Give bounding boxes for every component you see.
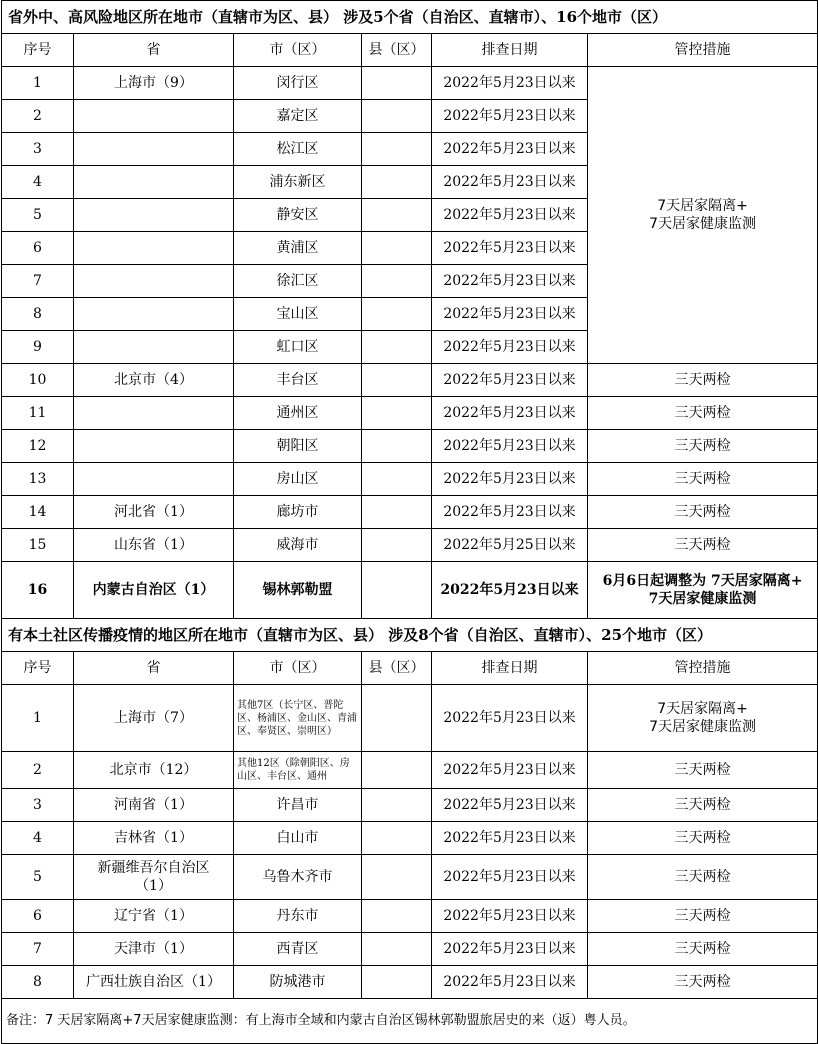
risk-area-table <box>1 0 818 1044</box>
city-cell: 房山区 <box>234 463 362 496</box>
city-cell: 闵行区 <box>234 67 362 100</box>
row-number: 15 <box>2 529 74 562</box>
table-row <box>2 752 818 789</box>
date-cell: 2022年5月23日以来 <box>432 752 588 789</box>
date-cell: 2022年5月23日以来 <box>432 463 588 496</box>
county-cell <box>362 789 432 822</box>
date-cell: 2022年5月23日以来 <box>432 100 588 133</box>
county-cell <box>362 265 432 298</box>
measure-cell: 三天两检 <box>588 430 818 463</box>
county-cell <box>362 562 432 619</box>
column-header: 排查日期 <box>432 652 588 685</box>
measure-cell: 三天两检 <box>588 496 818 529</box>
date-cell: 2022年5月23日以来 <box>432 430 588 463</box>
table-row <box>2 789 818 822</box>
date-cell: 2022年5月25日以来 <box>432 529 588 562</box>
row-number: 8 <box>2 298 74 331</box>
section2-header-row <box>2 652 818 685</box>
column-header: 省 <box>74 652 234 685</box>
city-cell: 白山市 <box>234 822 362 855</box>
date-cell: 2022年5月23日以来 <box>432 298 588 331</box>
province-cell: 山东省（1） <box>74 529 234 562</box>
table-row <box>2 463 818 496</box>
measure-cell: 三天两检 <box>588 900 818 933</box>
measure-cell: 三天两检 <box>588 397 818 430</box>
table-row <box>2 430 818 463</box>
province-cell <box>74 232 234 265</box>
table-row <box>2 966 818 999</box>
county-cell <box>362 232 432 265</box>
city-cell: 丰台区 <box>234 364 362 397</box>
row-number: 6 <box>2 232 74 265</box>
measure-cell: 6月6日起调整为 7天居家隔离+ 7天居家健康监测 <box>588 562 818 619</box>
county-cell <box>362 430 432 463</box>
county-cell <box>362 966 432 999</box>
row-number: 4 <box>2 822 74 855</box>
measure-cell: 三天两检 <box>588 966 818 999</box>
date-cell: 2022年5月23日以来 <box>432 822 588 855</box>
city-cell: 松江区 <box>234 133 362 166</box>
table-row <box>2 529 818 562</box>
date-cell: 2022年5月23日以来 <box>432 789 588 822</box>
row-number: 7 <box>2 933 74 966</box>
column-header: 序号 <box>2 34 74 67</box>
county-cell <box>362 855 432 900</box>
county-cell <box>362 752 432 789</box>
city-cell: 虹口区 <box>234 331 362 364</box>
table-row <box>2 933 818 966</box>
county-cell <box>362 298 432 331</box>
column-header: 省 <box>74 34 234 67</box>
province-cell <box>74 265 234 298</box>
date-cell: 2022年5月23日以来 <box>432 133 588 166</box>
row-number: 2 <box>2 752 74 789</box>
table-row <box>2 900 818 933</box>
county-cell <box>362 397 432 430</box>
date-cell: 2022年5月23日以来 <box>432 496 588 529</box>
row-number: 16 <box>2 562 74 619</box>
column-header: 县（区） <box>362 34 432 67</box>
date-cell: 2022年5月23日以来 <box>432 562 588 619</box>
section1-title-row <box>2 1 818 34</box>
city-cell: 嘉定区 <box>234 100 362 133</box>
city-cell: 防城港市 <box>234 966 362 999</box>
table-row <box>2 67 818 100</box>
row-number: 10 <box>2 364 74 397</box>
province-cell <box>74 331 234 364</box>
province-cell <box>74 298 234 331</box>
row-number: 9 <box>2 331 74 364</box>
table-row <box>2 562 818 619</box>
table-row <box>2 685 818 752</box>
province-cell <box>74 166 234 199</box>
measure-cell: 7天居家隔离+ 7天居家健康监测 <box>588 67 818 364</box>
date-cell: 2022年5月23日以来 <box>432 397 588 430</box>
county-cell <box>362 331 432 364</box>
row-number: 3 <box>2 133 74 166</box>
province-cell: 广西壮族自治区（1） <box>74 966 234 999</box>
city-cell: 威海市 <box>234 529 362 562</box>
row-number: 4 <box>2 166 74 199</box>
section2-title-row <box>2 619 818 652</box>
date-cell: 2022年5月23日以来 <box>432 933 588 966</box>
province-cell: 吉林省（1） <box>74 822 234 855</box>
city-cell: 朝阳区 <box>234 430 362 463</box>
province-cell: 北京市（12） <box>74 752 234 789</box>
city-cell: 其他12区（除朝阳区、房山区、丰台区、通州 <box>234 752 362 789</box>
measure-cell: 三天两检 <box>588 822 818 855</box>
date-cell: 2022年5月23日以来 <box>432 232 588 265</box>
table-row <box>2 855 818 900</box>
city-cell: 西青区 <box>234 933 362 966</box>
row-number: 12 <box>2 430 74 463</box>
date-cell: 2022年5月23日以来 <box>432 966 588 999</box>
section1-title: 省外中、高风险地区所在地市（直辖市为区、县） 涉及5个省（自治区、直辖市）、16个地市（区） <box>2 1 818 34</box>
city-cell: 徐汇区 <box>234 265 362 298</box>
city-cell: 许昌市 <box>234 789 362 822</box>
county-cell <box>362 133 432 166</box>
city-cell: 廊坊市 <box>234 496 362 529</box>
date-cell: 2022年5月23日以来 <box>432 67 588 100</box>
row-number: 5 <box>2 855 74 900</box>
county-cell <box>362 100 432 133</box>
province-cell: 上海市（7） <box>74 685 234 752</box>
column-header: 市（区） <box>234 652 362 685</box>
row-number: 5 <box>2 199 74 232</box>
column-header: 序号 <box>2 652 74 685</box>
province-cell: 河南省（1） <box>74 789 234 822</box>
province-cell: 内蒙古自治区（1） <box>74 562 234 619</box>
city-cell: 浦东新区 <box>234 166 362 199</box>
measure-cell: 7天居家隔离+ 7天居家健康监测 <box>588 685 818 752</box>
row-number: 8 <box>2 966 74 999</box>
county-cell <box>362 166 432 199</box>
row-number: 14 <box>2 496 74 529</box>
footnote: 备注：7 天居家隔离+7天居家健康监测：有上海市全域和内蒙古自治区锡林郭勒盟旅居史的来（返）粤人员。 <box>2 999 818 1044</box>
county-cell <box>362 496 432 529</box>
date-cell: 2022年5月23日以来 <box>432 166 588 199</box>
row-number: 1 <box>2 685 74 752</box>
province-cell: 上海市（9） <box>74 67 234 100</box>
province-cell: 河北省（1） <box>74 496 234 529</box>
measure-cell: 三天两检 <box>588 855 818 900</box>
table-row <box>2 822 818 855</box>
section1-header-row <box>2 34 818 67</box>
province-cell <box>74 463 234 496</box>
province-cell <box>74 133 234 166</box>
row-number: 2 <box>2 100 74 133</box>
province-cell <box>74 100 234 133</box>
row-number: 1 <box>2 67 74 100</box>
measure-cell: 三天两检 <box>588 789 818 822</box>
province-cell <box>74 199 234 232</box>
province-cell <box>74 397 234 430</box>
county-cell <box>362 199 432 232</box>
city-cell: 锡林郭勒盟 <box>234 562 362 619</box>
column-header: 管控措施 <box>588 652 818 685</box>
date-cell: 2022年5月23日以来 <box>432 265 588 298</box>
row-number: 7 <box>2 265 74 298</box>
date-cell: 2022年5月23日以来 <box>432 199 588 232</box>
column-header: 县（区） <box>362 652 432 685</box>
province-cell: 辽宁省（1） <box>74 900 234 933</box>
measure-cell: 三天两检 <box>588 364 818 397</box>
county-cell <box>362 364 432 397</box>
measure-cell: 三天两检 <box>588 933 818 966</box>
county-cell <box>362 822 432 855</box>
row-number: 3 <box>2 789 74 822</box>
column-header: 市（区） <box>234 34 362 67</box>
measure-cell: 三天两检 <box>588 529 818 562</box>
column-header: 管控措施 <box>588 34 818 67</box>
date-cell: 2022年5月23日以来 <box>432 900 588 933</box>
measure-cell: 三天两检 <box>588 463 818 496</box>
province-cell: 天津市（1） <box>74 933 234 966</box>
county-cell <box>362 933 432 966</box>
city-cell: 丹东市 <box>234 900 362 933</box>
date-cell: 2022年5月23日以来 <box>432 855 588 900</box>
county-cell <box>362 685 432 752</box>
province-cell: 新疆维吾尔自治区 （1） <box>74 855 234 900</box>
county-cell <box>362 463 432 496</box>
table-row <box>2 496 818 529</box>
date-cell: 2022年5月23日以来 <box>432 364 588 397</box>
city-cell: 宝山区 <box>234 298 362 331</box>
city-cell: 通州区 <box>234 397 362 430</box>
city-cell: 静安区 <box>234 199 362 232</box>
table-row <box>2 397 818 430</box>
column-header: 排查日期 <box>432 34 588 67</box>
county-cell <box>362 529 432 562</box>
province-cell: 北京市（4） <box>74 364 234 397</box>
row-number: 6 <box>2 900 74 933</box>
city-cell: 黄浦区 <box>234 232 362 265</box>
measure-cell: 三天两检 <box>588 752 818 789</box>
table-row <box>2 364 818 397</box>
county-cell <box>362 900 432 933</box>
section2-title: 有本土社区传播疫情的地区所在地市（直辖市为区、县） 涉及8个省（自治区、直辖市）、25个地市（区） <box>2 619 818 652</box>
date-cell: 2022年5月23日以来 <box>432 685 588 752</box>
province-cell <box>74 430 234 463</box>
county-cell <box>362 67 432 100</box>
note-row <box>2 999 818 1044</box>
date-cell: 2022年5月23日以来 <box>432 331 588 364</box>
row-number: 13 <box>2 463 74 496</box>
city-cell: 其他7区（长宁区、普陀区、杨浦区、金山区、青浦区、奉贤区、崇明区） <box>234 685 362 752</box>
row-number: 11 <box>2 397 74 430</box>
city-cell: 乌鲁木齐市 <box>234 855 362 900</box>
